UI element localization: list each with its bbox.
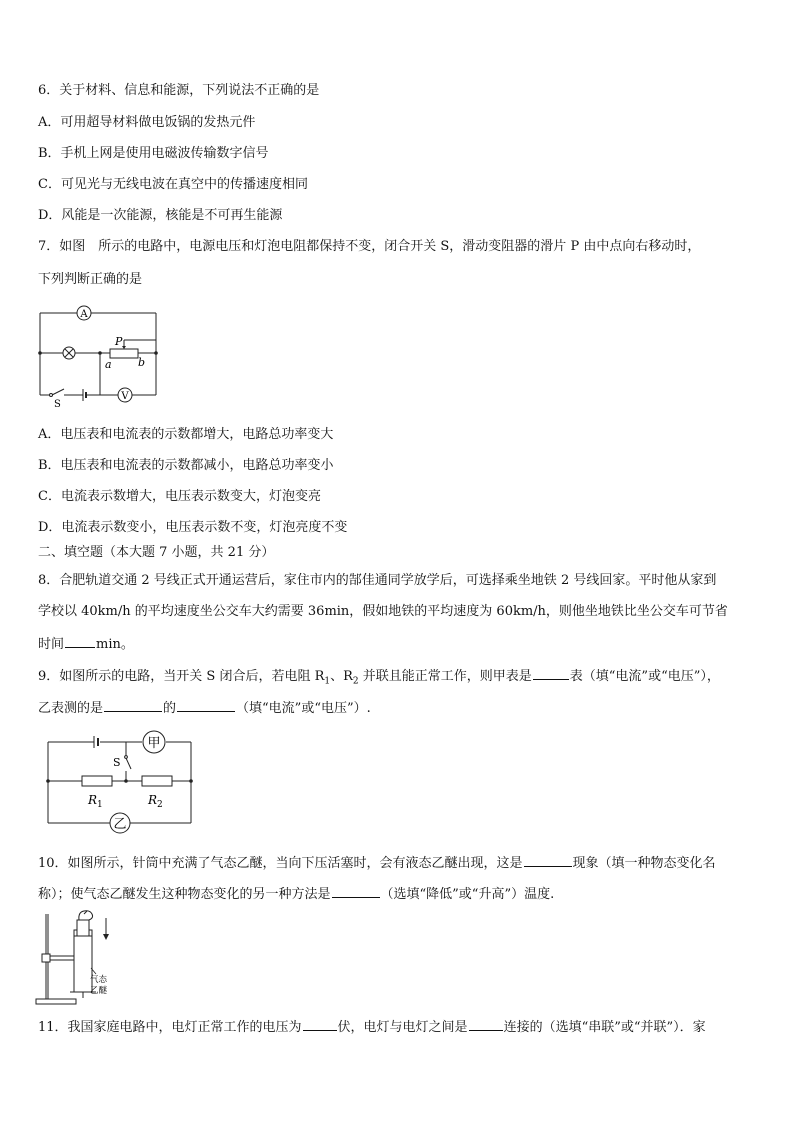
r2-label: $R_2$: [148, 793, 163, 810]
q6-stem: 6．关于材料、信息和能源，下列说法不正确的是: [38, 83, 320, 98]
battery-icon: [94, 736, 98, 748]
q10-syringe-stand-diagram: [34, 908, 124, 1006]
meter-yi-label: 乙: [113, 817, 127, 832]
q7-option-a: A．电压表和电流表的示数都增大，电路总功率变大: [38, 427, 334, 442]
q9-line1: 9．如图所示的电路，当开关 S 闭合后，若电阻 $R_1$、$R_2$ 并联且能正常工作，则甲表是 表（填“电流”或“电压”），: [38, 666, 720, 691]
q7-circuit-diagram: [30, 300, 170, 412]
end-a-label: a: [105, 358, 112, 371]
q9-blank-3[interactable]: [177, 698, 235, 712]
q9-circuit-diagram: [40, 728, 220, 836]
gas-label-2: 乙醚: [90, 986, 108, 996]
slider-label: P: [115, 335, 123, 348]
battery-icon: [83, 389, 86, 401]
lamp-icon: [63, 347, 75, 359]
q6-option-b: B．手机上网是使用电磁波传输数字信号: [38, 146, 269, 161]
q7-stem-line1: 7．如图 所示的电路中，电源电压和灯泡电阻都保持不变，闭合开关 S，滑动变阻器的滑片 P 由中点向右移动时，: [38, 239, 701, 254]
q9-line2: 乙表测的是 的 （填“电流”或“电压”）.: [38, 698, 371, 718]
q11-blank-2[interactable]: [469, 1017, 503, 1031]
voltmeter-label: V: [121, 391, 129, 402]
q6-option-a: A．可用超导材料做电饭锅的发热元件: [38, 115, 256, 130]
q10-line1: 10．如图所示，针筒中充满了气态乙醚，当向下压活塞时，会有液态乙醚出现，这是 现象（填一种物态变化名: [38, 853, 716, 873]
q10-blank-1[interactable]: [524, 853, 572, 867]
q11-blank-1[interactable]: [303, 1017, 337, 1031]
meter-jia-label: 甲: [147, 736, 161, 751]
r1-label: $R_1$: [88, 793, 103, 810]
q11-line1: 11．我国家庭电路中，电灯正常工作的电压为 伏，电灯与电灯之间是 连接的（选填“串联”或“并联”）．家: [38, 1017, 706, 1037]
q9-blank-1[interactable]: [533, 666, 569, 680]
q10-line2: 称）；使气态乙醚发生这种物态变化的另一种方法是 （选填“降低”或“升高”）温度.: [38, 884, 554, 904]
ammeter-label: A: [80, 309, 88, 320]
q6-option-d: D．风能是一次能源，核能是不可再生能源: [38, 208, 283, 223]
q7-option-d: D．电流表示数变小，电压表示数不变，灯泡亮度不变: [38, 520, 348, 535]
q8-answer-blank[interactable]: [65, 634, 95, 648]
section-heading: 二、填空题（本大题 7 小题，共 21 分）: [38, 545, 275, 560]
switch-s-label: S: [113, 756, 121, 769]
q8-line1: 8．合肥轨道交通 2 号线正式开通运营后，家住市内的郜佳通同学放学后，可选择乘坐地铁 2 号线回家。平时他从家到: [38, 573, 717, 588]
q7-option-b: B．电压表和电流表的示数都减小，电路总功率变小: [38, 458, 334, 473]
switch-label: S: [54, 399, 61, 410]
q8-line3: 时间 min。: [38, 634, 134, 654]
gas-label-1: 气态: [90, 975, 108, 985]
q6-option-c: C．可见光与无线电波在真空中的传播速度相同: [38, 177, 308, 192]
q8-line2: 学校以 40km/h 的平均速度坐公交车大约需要 36min，假如地铁的平均速度为 60km/h，则他坐地铁比坐公交车可节省: [38, 604, 728, 619]
q9-blank-2[interactable]: [104, 698, 162, 712]
q7-option-c: C．电流表示数增大，电压表示数变大，灯泡变亮: [38, 489, 321, 504]
q7-stem-line2: 下列判断正确的是: [38, 272, 143, 287]
end-b-label: b: [138, 356, 146, 369]
q10-blank-2[interactable]: [332, 884, 380, 898]
